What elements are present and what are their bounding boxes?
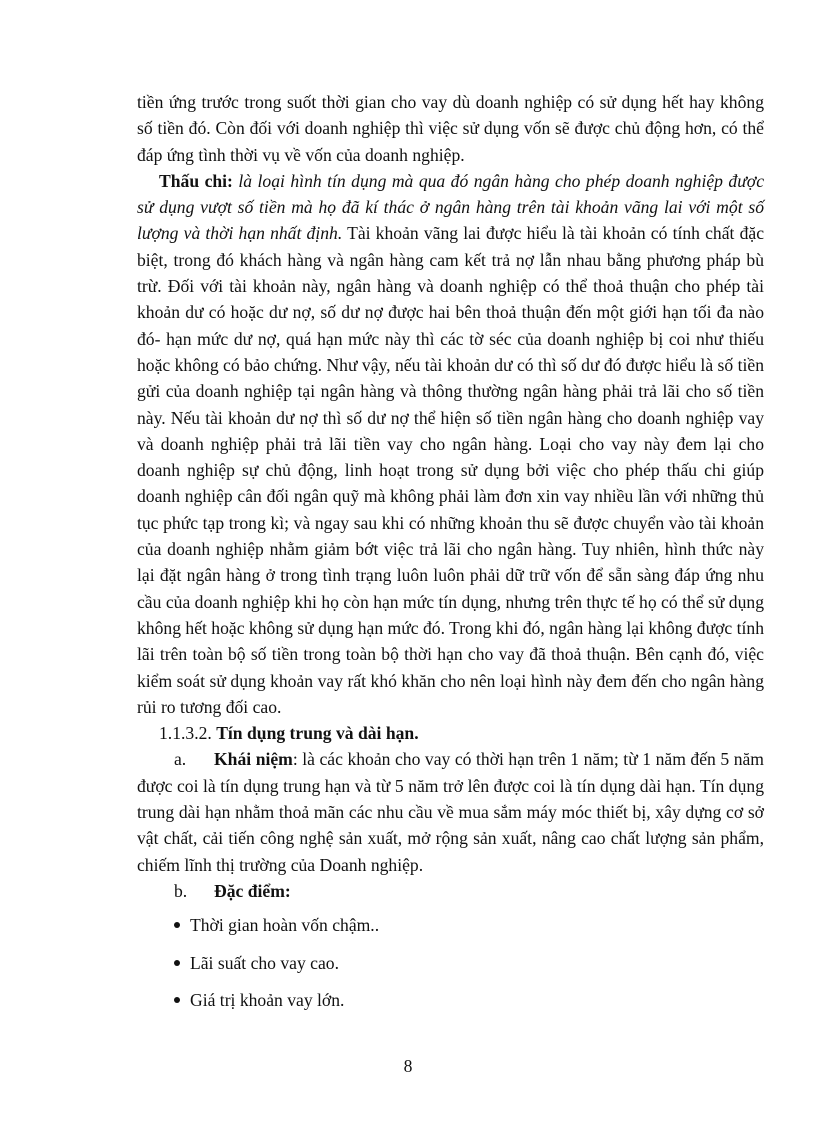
overdraft-definition: là loại hình tín dụng mà qua đó ngân hàng cho phép doanh nghiệp được sử dụng vượt số tiền mà họ đã kí thác ở ngân hàng trên tài khoản vãng lai với một số lượng và thời hạn nhất định. [137,170,765,244]
list-item [137,912,764,938]
list-item-text: Thời gian hoàn vốn chậm.. [190,915,380,936]
bullet-icon [174,922,180,928]
paragraph-overdraft [137,168,764,720]
section-heading [137,720,764,746]
item-concept [137,746,764,877]
overdraft-body: Tài khoản vãng lai được hiểu là tài khoản có tính chất đặc biệt, trong đó khách hàng và ngân hàng cam kết trả nợ lẫn nhau bằng phương pháp bù trừ. Đối với tài khoản này, ngân hàng và doanh nghiệp có thể thoả thuận cho phép tài khoản dư có hoặc dư nợ, số dư nợ được hai bên thoả thuận đến một giới hạn tối đa nào đó- hạn mức dư nợ, quá hạn mức này thì các tờ séc của doanh nghiệp bị coi như thiếu hoặc không có bảo chứng. Như vậy, nếu tài khoản dư có thì số dư đó được hiểu là số tiền gửi của doanh nghiệp tại ngân hàng và thông thường ngân hàng phải trả lãi cho số tiền này. Nếu tài khoản dư nợ thì số dư nợ thể hiện số tiền ngân hàng cho doanh nghiệp vay và doanh nghiệp phải trả lãi tiền vay cho ngân hàng. Loại cho vay này đem lại cho doanh nghiệp sự chủ động, linh hoạt trong sử dụng bởi việc cho phép thấu chi giúp doanh nghiệp cân đối ngân quỹ mà không phải làm đơn xin vay nhiều lần với những thủ tục phức tạp trong kì; và ngay sau khi có những khoản thu sẽ được chuyển vào tài khoản của doanh nghiệp nhằm giảm bớt việc trả lãi cho ngân hàng. Tuy nhiên, hình thức này lại đặt ngân hàng ở trong tình trạng luôn luôn phải dữ trữ vốn để sẵn sàng đáp ứng nhu cầu của doanh nghiệp khi họ còn hạn mức tín dụng, nhưng trên thực tế họ có thể sử dụng không hết hoặc không sử dụng hạn mức đó. Trong khi đó, ngân hàng lại không được tính lãi trên toàn bộ số tiền trong toàn bộ thời hạn cho vay đã thoả thuận. Bên cạnh đó, việc kiểm soát sử dụng khoản vay rất khó khăn cho nên loại hình này đem đến cho ngân hàng rủi ro tương đối cao. [137,223,765,717]
item-label-a: a. [174,749,187,770]
section-title: Tín dụng trung và dài hạn. [216,723,419,744]
page-number: 8 [403,1056,413,1076]
term-concept: Khái niệm [214,749,293,770]
item-characteristics [137,878,764,904]
page-content [137,89,764,1024]
list-item [137,987,764,1013]
bullet-icon [174,997,180,1003]
concept-text: : là các khoản cho vay có thời hạn trên 1 năm; từ 1 năm đến 5 năm được coi là tín dụng trung hạn và từ 5 năm trở lên được coi là tín dụng dài hạn. Tín dụng trung dài hạn nhằm thoả mãn các nhu cầu về mua sắm máy móc thiết bị, xây dựng cơ sở vật chất, cải tiến công nghệ sản xuất, mở rộng sản xuất, nâng cao chất lượng sản phẩm, chiếm lĩnh thị trường của Doanh nghiệp. [137,749,764,875]
list-item-text: Giá trị khoản vay lớn. [190,989,345,1010]
term-characteristics: Đặc điểm: [214,880,291,901]
list-item-text: Lãi suất cho vay cao. [190,952,339,973]
item-label-b: b. [174,880,188,901]
bullet-icon [174,960,180,966]
paragraph-continuation: tiền ứng trước trong suốt thời gian cho vay dù doanh nghiệp có sử dụng hết hay không số tiền đó. Còn đối với doanh nghiệp thì việc sử dụng vốn sẽ được chủ động hơn, có thể đáp ứng tình thời vụ về vốn của doanh nghiệp. [137,92,764,165]
list-item [137,950,764,976]
characteristics-list [137,912,764,1013]
section-number: 1.1.3.2. [159,723,212,744]
term-overdraft: Thấu chi: [159,170,233,191]
